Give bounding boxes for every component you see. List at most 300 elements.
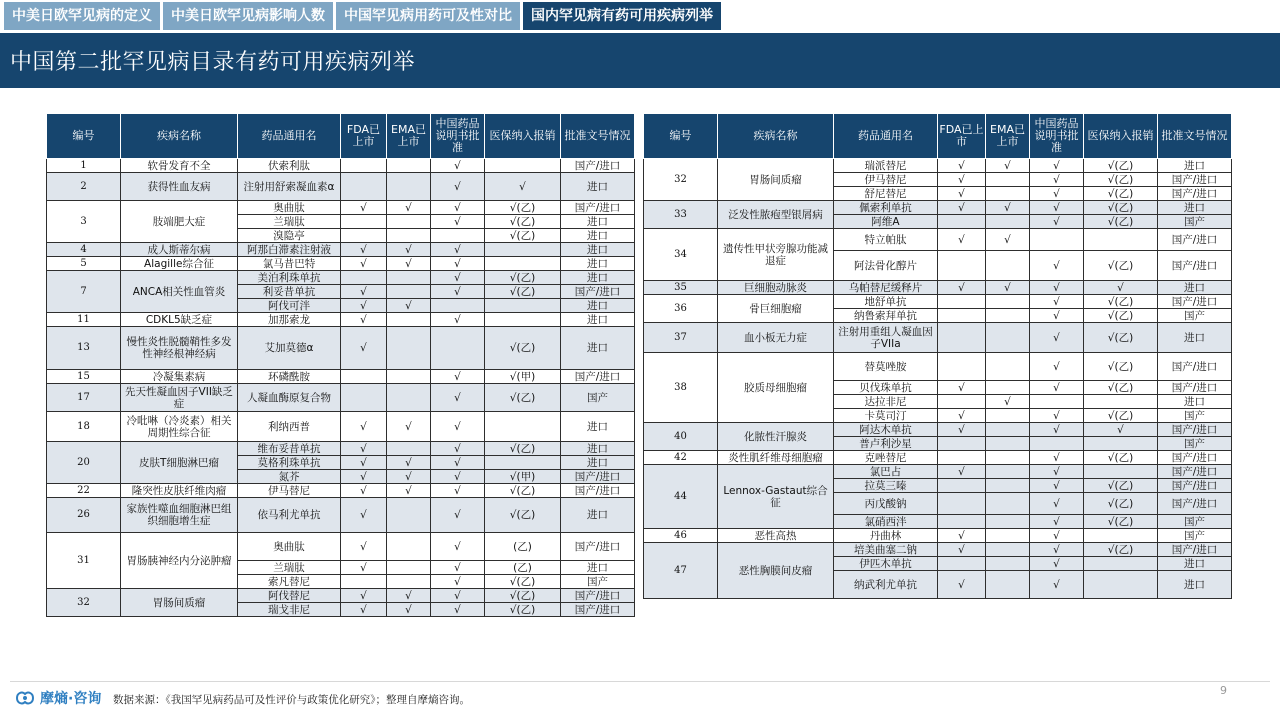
cell-ema: √ bbox=[986, 159, 1030, 173]
cell-fda bbox=[341, 215, 387, 229]
cell-insurance: √(乙) bbox=[1084, 493, 1158, 515]
cell-fda bbox=[341, 229, 387, 243]
cell-drug: 瑞戈非尼 bbox=[238, 603, 341, 617]
cell-approval: 国产 bbox=[1158, 529, 1232, 543]
cell-ema: √ bbox=[387, 299, 431, 313]
cell-fda bbox=[938, 493, 986, 515]
cell-drug: 人凝血酶原复合物 bbox=[238, 384, 341, 412]
cell-ema bbox=[387, 498, 431, 533]
cell-disease: Alagille综合征 bbox=[121, 257, 238, 271]
cell-ema bbox=[986, 309, 1030, 323]
header-fda: FDA已上市 bbox=[341, 114, 387, 159]
disease-table-right bbox=[643, 113, 1232, 599]
cell-drug: 佩索利单抗 bbox=[834, 201, 938, 215]
cell-ema bbox=[986, 437, 1030, 451]
cell-drug: 特立帕肽 bbox=[834, 229, 938, 251]
table-row bbox=[644, 295, 1232, 309]
cell-no: 40 bbox=[644, 423, 718, 451]
cell-china-label: √ bbox=[431, 370, 485, 384]
cell-approval: 国产 bbox=[1158, 215, 1232, 229]
header-ema: EMA已上市 bbox=[387, 114, 431, 159]
cell-drug: 索凡替尼 bbox=[238, 575, 341, 589]
cell-drug: 莫格利珠单抗 bbox=[238, 456, 341, 470]
table-row bbox=[47, 327, 635, 370]
cell-china-label: √ bbox=[431, 603, 485, 617]
cell-ema bbox=[986, 409, 1030, 423]
cell-fda: √ bbox=[938, 187, 986, 201]
cell-insurance: (乙) bbox=[485, 561, 561, 575]
cell-china-label: √ bbox=[1030, 557, 1084, 571]
cell-fda: √ bbox=[938, 423, 986, 437]
cell-no: 42 bbox=[644, 451, 718, 465]
cell-approval: 进口 bbox=[561, 313, 635, 327]
cell-no: 4 bbox=[47, 243, 121, 257]
table-row bbox=[644, 451, 1232, 465]
cell-fda bbox=[341, 370, 387, 384]
cell-no: 15 bbox=[47, 370, 121, 384]
cell-insurance: √(乙) bbox=[485, 484, 561, 498]
cell-insurance bbox=[485, 243, 561, 257]
cell-approval: 进口 bbox=[561, 498, 635, 533]
cell-fda: √ bbox=[938, 381, 986, 395]
cell-china-label: √ bbox=[1030, 423, 1084, 437]
cell-drug: 克唑替尼 bbox=[834, 451, 938, 465]
cell-no: 34 bbox=[644, 229, 718, 281]
cell-drug: 伏索利肽 bbox=[238, 159, 341, 173]
cell-insurance bbox=[485, 412, 561, 442]
cell-approval: 进口 bbox=[1158, 159, 1232, 173]
header-china-label: 中国药品说明书批准 bbox=[431, 114, 485, 159]
left-header-row bbox=[47, 114, 635, 159]
cell-insurance: √(甲) bbox=[485, 470, 561, 484]
cell-drug: 拉莫三嗪 bbox=[834, 479, 938, 493]
cell-ema bbox=[986, 381, 1030, 395]
cell-ema bbox=[986, 451, 1030, 465]
cell-drug: 阿维A bbox=[834, 215, 938, 229]
cell-ema bbox=[387, 327, 431, 370]
cell-approval: 国产/进口 bbox=[1158, 479, 1232, 493]
cell-fda: √ bbox=[341, 299, 387, 313]
cell-drug: 美泊利珠单抗 bbox=[238, 271, 341, 285]
cell-insurance: √(甲) bbox=[485, 370, 561, 384]
section-tabs bbox=[4, 2, 721, 30]
cell-disease: 遗传性甲状旁腺功能减退症 bbox=[718, 229, 834, 281]
cell-fda bbox=[938, 323, 986, 353]
cell-insurance: √(乙) bbox=[485, 201, 561, 215]
cell-china-label: √ bbox=[431, 313, 485, 327]
cell-disease: 肢端肥大症 bbox=[121, 201, 238, 243]
cell-insurance: √(乙) bbox=[485, 327, 561, 370]
cell-ema bbox=[387, 370, 431, 384]
cell-ema bbox=[986, 529, 1030, 543]
cell-drug: 溴隐亭 bbox=[238, 229, 341, 243]
cell-ema bbox=[986, 479, 1030, 493]
cell-drug: 环磷酰胺 bbox=[238, 370, 341, 384]
cell-drug: 丹曲林 bbox=[834, 529, 938, 543]
cell-no: 44 bbox=[644, 465, 718, 529]
cell-ema bbox=[986, 173, 1030, 187]
cell-china-label bbox=[431, 299, 485, 313]
cell-insurance bbox=[1084, 571, 1158, 599]
cell-no: 46 bbox=[644, 529, 718, 543]
cell-china-label: √ bbox=[1030, 571, 1084, 599]
cell-disease: 血小板无力症 bbox=[718, 323, 834, 353]
cell-approval: 进口 bbox=[1158, 201, 1232, 215]
cell-approval: 国产/进口 bbox=[1158, 465, 1232, 479]
cell-china-label: √ bbox=[431, 498, 485, 533]
cell-drug: 阿伐可泮 bbox=[238, 299, 341, 313]
cell-approval: 进口 bbox=[561, 456, 635, 470]
cell-china-label: √ bbox=[1030, 215, 1084, 229]
cell-approval: 国产/进口 bbox=[561, 603, 635, 617]
cell-fda: √ bbox=[938, 529, 986, 543]
cell-ema bbox=[387, 575, 431, 589]
header-drug: 药品通用名 bbox=[834, 114, 938, 159]
cell-china-label: √ bbox=[1030, 295, 1084, 309]
cell-ema bbox=[387, 271, 431, 285]
cell-ema: √ bbox=[387, 484, 431, 498]
cell-no: 3 bbox=[47, 201, 121, 243]
cell-drug: 阿伐替尼 bbox=[238, 589, 341, 603]
cell-insurance bbox=[1084, 465, 1158, 479]
cell-no: 11 bbox=[47, 313, 121, 327]
cell-disease: 巨细胞动脉炎 bbox=[718, 281, 834, 295]
cell-fda: √ bbox=[938, 281, 986, 295]
cell-drug: 地舒单抗 bbox=[834, 295, 938, 309]
cell-disease: CDKL5缺乏症 bbox=[121, 313, 238, 327]
cell-disease: 家族性噬血细胞淋巴组织细胞增生症 bbox=[121, 498, 238, 533]
cell-china-label bbox=[1030, 437, 1084, 451]
cell-approval: 进口 bbox=[561, 271, 635, 285]
cell-drug: 兰瑞肽 bbox=[238, 561, 341, 575]
cell-china-label: √ bbox=[1030, 251, 1084, 281]
cell-insurance: √(乙) bbox=[1084, 323, 1158, 353]
cell-china-label bbox=[431, 229, 485, 243]
cell-drug: 舒尼替尼 bbox=[834, 187, 938, 201]
page-number: 9 bbox=[1220, 684, 1227, 697]
cell-china-label: √ bbox=[1030, 381, 1084, 395]
cell-insurance: √(乙) bbox=[1084, 409, 1158, 423]
cell-drug: 乌帕替尼缓释片 bbox=[834, 281, 938, 295]
cell-disease: ANCA相关性血管炎 bbox=[121, 271, 238, 313]
cell-disease: 胃肠间质瘤 bbox=[718, 159, 834, 201]
cell-fda: √ bbox=[341, 412, 387, 442]
cell-china-label: √ bbox=[431, 575, 485, 589]
cell-disease: 皮肤T细胞淋巴瘤 bbox=[121, 442, 238, 484]
cell-china-label: √ bbox=[1030, 465, 1084, 479]
cell-china-label: √ bbox=[1030, 353, 1084, 381]
title-band bbox=[0, 33, 1280, 88]
cell-ema bbox=[387, 442, 431, 456]
table-row bbox=[644, 281, 1232, 295]
right-table-wrapper bbox=[643, 113, 1231, 599]
cell-fda bbox=[938, 395, 986, 409]
cell-china-label: √ bbox=[1030, 515, 1084, 529]
cell-drug: 纳鲁索拜单抗 bbox=[834, 309, 938, 323]
cell-insurance: √(乙) bbox=[1084, 451, 1158, 465]
cell-insurance: √ bbox=[1084, 281, 1158, 295]
header-no: 编号 bbox=[47, 114, 121, 159]
cell-drug: 普卢利沙星 bbox=[834, 437, 938, 451]
cell-fda bbox=[938, 309, 986, 323]
cell-insurance: √(乙) bbox=[1084, 479, 1158, 493]
cell-fda: √ bbox=[341, 589, 387, 603]
cell-insurance: √(乙) bbox=[485, 589, 561, 603]
cell-fda: √ bbox=[938, 173, 986, 187]
cell-fda bbox=[938, 215, 986, 229]
cell-approval: 国产 bbox=[1158, 309, 1232, 323]
cell-china-label: √ bbox=[1030, 201, 1084, 215]
brand-logo-text: 摩熵·咨询 bbox=[40, 691, 102, 707]
cell-china-label: √ bbox=[431, 159, 485, 173]
cell-drug: 氮芥 bbox=[238, 470, 341, 484]
table-row bbox=[644, 159, 1232, 173]
cell-no: 37 bbox=[644, 323, 718, 353]
cell-fda: √ bbox=[341, 498, 387, 533]
cell-insurance: √(乙) bbox=[485, 285, 561, 299]
cell-china-label: √ bbox=[1030, 451, 1084, 465]
brand-logo-icon bbox=[14, 689, 36, 707]
cell-disease: 恶性高热 bbox=[718, 529, 834, 543]
cell-approval: 国产/进口 bbox=[1158, 381, 1232, 395]
cell-drug: 兰瑞肽 bbox=[238, 215, 341, 229]
table-row bbox=[47, 533, 635, 561]
cell-ema bbox=[387, 384, 431, 412]
header-approval: 批准文号情况 bbox=[1158, 114, 1232, 159]
cell-china-label bbox=[1030, 229, 1084, 251]
table-row bbox=[47, 384, 635, 412]
left-table-body bbox=[47, 159, 635, 617]
cell-drug: 氯巴占 bbox=[834, 465, 938, 479]
cell-approval: 国产/进口 bbox=[1158, 173, 1232, 187]
cell-no: 13 bbox=[47, 327, 121, 370]
cell-insurance bbox=[1084, 229, 1158, 251]
cell-china-label bbox=[1030, 395, 1084, 409]
cell-china-label: √ bbox=[431, 456, 485, 470]
cell-ema bbox=[986, 465, 1030, 479]
cell-disease: 软骨发育不全 bbox=[121, 159, 238, 173]
cell-no: 18 bbox=[47, 412, 121, 442]
cell-no: 33 bbox=[644, 201, 718, 229]
table-row bbox=[47, 498, 635, 533]
cell-insurance: √(乙) bbox=[485, 215, 561, 229]
cell-china-label: √ bbox=[1030, 543, 1084, 557]
cell-china-label bbox=[431, 327, 485, 370]
cell-disease: 隆突性皮肤纤维肉瘤 bbox=[121, 484, 238, 498]
cell-no: 5 bbox=[47, 257, 121, 271]
cell-drug: 奥曲肽 bbox=[238, 533, 341, 561]
cell-insurance: √(乙) bbox=[1084, 309, 1158, 323]
cell-insurance: √(乙) bbox=[1084, 381, 1158, 395]
cell-fda bbox=[341, 271, 387, 285]
cell-china-label: √ bbox=[431, 533, 485, 561]
cell-fda: √ bbox=[341, 484, 387, 498]
cell-fda: √ bbox=[938, 543, 986, 557]
right-header-row bbox=[644, 114, 1232, 159]
cell-fda bbox=[938, 437, 986, 451]
cell-approval: 进口 bbox=[561, 229, 635, 243]
cell-approval: 进口 bbox=[561, 299, 635, 313]
cell-approval: 国产/进口 bbox=[1158, 493, 1232, 515]
header-insurance: 医保纳入报销 bbox=[1084, 114, 1158, 159]
cell-approval: 进口 bbox=[1158, 281, 1232, 295]
cell-disease: 冷凝集素病 bbox=[121, 370, 238, 384]
cell-approval: 国产/进口 bbox=[1158, 353, 1232, 381]
header-insurance: 医保纳入报销 bbox=[485, 114, 561, 159]
cell-ema bbox=[387, 313, 431, 327]
table-row bbox=[47, 370, 635, 384]
cell-insurance: √(乙) bbox=[1084, 159, 1158, 173]
table-row bbox=[47, 271, 635, 285]
cell-disease: 恶性胸膜间皮瘤 bbox=[718, 543, 834, 599]
tab-definition[interactable]: 中美日欧罕见病的定义 bbox=[4, 2, 160, 30]
disease-table-left bbox=[46, 113, 635, 617]
cell-ema bbox=[986, 215, 1030, 229]
cell-insurance: √(乙) bbox=[1084, 173, 1158, 187]
cell-china-label: √ bbox=[431, 412, 485, 442]
cell-fda: √ bbox=[341, 533, 387, 561]
cell-ema bbox=[986, 557, 1030, 571]
cell-drug: 注射用重组人凝血因子VIIa bbox=[834, 323, 938, 353]
cell-fda bbox=[938, 557, 986, 571]
cell-fda: √ bbox=[938, 409, 986, 423]
cell-approval: 国产 bbox=[561, 575, 635, 589]
cell-approval: 进口 bbox=[1158, 395, 1232, 409]
cell-china-label: √ bbox=[431, 561, 485, 575]
table-row bbox=[644, 423, 1232, 437]
cell-ema: √ bbox=[387, 412, 431, 442]
cell-drug: 达拉非尼 bbox=[834, 395, 938, 409]
cell-no: 32 bbox=[47, 589, 121, 617]
cell-drug: 伊马替尼 bbox=[238, 484, 341, 498]
cell-ema bbox=[986, 295, 1030, 309]
cell-ema: √ bbox=[986, 201, 1030, 215]
cell-insurance: √(乙) bbox=[1084, 295, 1158, 309]
cell-ema bbox=[986, 543, 1030, 557]
tab-domestic-diseases[interactable]: 国内罕见病有药可用疾病列举 bbox=[523, 2, 721, 30]
right-table-body bbox=[644, 159, 1232, 599]
cell-insurance: √(乙) bbox=[485, 603, 561, 617]
cell-ema: √ bbox=[387, 470, 431, 484]
cell-drug: 伊匹木单抗 bbox=[834, 557, 938, 571]
cell-ema bbox=[986, 493, 1030, 515]
cell-drug: 氯硝西泮 bbox=[834, 515, 938, 529]
cell-approval: 进口 bbox=[561, 412, 635, 442]
header-china-label: 中国药品说明书批准 bbox=[1030, 114, 1084, 159]
table-row bbox=[47, 257, 635, 271]
table-row bbox=[644, 229, 1232, 251]
cell-ema: √ bbox=[986, 281, 1030, 295]
cell-disease: 泛发性脓疱型银屑病 bbox=[718, 201, 834, 229]
cell-fda: √ bbox=[341, 442, 387, 456]
cell-fda: √ bbox=[341, 257, 387, 271]
cell-fda: √ bbox=[938, 229, 986, 251]
cell-fda: √ bbox=[938, 201, 986, 215]
cell-fda: √ bbox=[938, 571, 986, 599]
header-disease: 疾病名称 bbox=[121, 114, 238, 159]
cell-insurance: √(乙) bbox=[485, 384, 561, 412]
cell-approval: 进口 bbox=[561, 243, 635, 257]
cell-fda bbox=[938, 251, 986, 281]
cell-approval: 国产/进口 bbox=[1158, 251, 1232, 281]
cell-no: 26 bbox=[47, 498, 121, 533]
cell-approval: 进口 bbox=[561, 561, 635, 575]
cell-fda bbox=[938, 353, 986, 381]
cell-approval: 国产/进口 bbox=[1158, 187, 1232, 201]
cell-ema bbox=[387, 215, 431, 229]
cell-drug: 纳武利尤单抗 bbox=[834, 571, 938, 599]
cell-ema bbox=[387, 285, 431, 299]
cell-ema: √ bbox=[387, 589, 431, 603]
header-disease: 疾病名称 bbox=[718, 114, 834, 159]
cell-insurance: √(乙) bbox=[1084, 251, 1158, 281]
cell-disease: 先天性凝血因子VII缺乏症 bbox=[121, 384, 238, 412]
cell-ema bbox=[986, 323, 1030, 353]
cell-insurance: √(乙) bbox=[485, 498, 561, 533]
cell-no: 2 bbox=[47, 173, 121, 201]
cell-ema bbox=[387, 159, 431, 173]
cell-approval: 进口 bbox=[561, 327, 635, 370]
table-row bbox=[644, 323, 1232, 353]
cell-insurance bbox=[485, 456, 561, 470]
cell-approval: 进口 bbox=[561, 173, 635, 201]
cell-approval: 国产/进口 bbox=[1158, 295, 1232, 309]
header-drug: 药品通用名 bbox=[238, 114, 341, 159]
cell-china-label: √ bbox=[431, 442, 485, 456]
cell-insurance: √ bbox=[485, 173, 561, 201]
cell-fda: √ bbox=[341, 201, 387, 215]
cell-ema bbox=[986, 187, 1030, 201]
cell-insurance: √(乙) bbox=[485, 575, 561, 589]
cell-disease: 成人斯蒂尔病 bbox=[121, 243, 238, 257]
tab-affected-population[interactable]: 中美日欧罕见病影响人数 bbox=[163, 2, 333, 30]
cell-china-label: √ bbox=[431, 384, 485, 412]
cell-drug: 阿法骨化醇片 bbox=[834, 251, 938, 281]
cell-disease: 冷吡啉（冷炎素）相关周期性综合征 bbox=[121, 412, 238, 442]
cell-fda bbox=[938, 515, 986, 529]
cell-disease: Lennox-Gastaut综合征 bbox=[718, 465, 834, 529]
cell-no: 38 bbox=[644, 353, 718, 423]
cell-no: 32 bbox=[644, 159, 718, 201]
cell-fda: √ bbox=[341, 313, 387, 327]
cell-insurance bbox=[485, 313, 561, 327]
cell-fda bbox=[938, 451, 986, 465]
cell-approval: 国产/进口 bbox=[561, 589, 635, 603]
header-no: 编号 bbox=[644, 114, 718, 159]
cell-approval: 国产 bbox=[1158, 437, 1232, 451]
brand-logo bbox=[14, 688, 101, 708]
cell-disease: 化脓性汗腺炎 bbox=[718, 423, 834, 451]
cell-drug: 阿达木单抗 bbox=[834, 423, 938, 437]
table-row bbox=[47, 412, 635, 442]
cell-china-label: √ bbox=[1030, 409, 1084, 423]
cell-drug: 利纳西普 bbox=[238, 412, 341, 442]
cell-approval: 国产/进口 bbox=[561, 159, 635, 173]
cell-disease: 胃肠间质瘤 bbox=[121, 589, 238, 617]
cell-insurance bbox=[1084, 557, 1158, 571]
table-row bbox=[644, 201, 1232, 215]
cell-no: 22 bbox=[47, 484, 121, 498]
cell-drug: 奥曲肽 bbox=[238, 201, 341, 215]
cell-china-label: √ bbox=[1030, 159, 1084, 173]
cell-china-label: √ bbox=[1030, 173, 1084, 187]
tab-drug-accessibility[interactable]: 中国罕见病用药可及性对比 bbox=[336, 2, 520, 30]
page-title: 中国第二批罕见病目录有药可用疾病列举 bbox=[10, 50, 416, 75]
cell-no: 47 bbox=[644, 543, 718, 599]
cell-drug: 贝伐珠单抗 bbox=[834, 381, 938, 395]
cell-disease: 炎性肌纤维母细胞瘤 bbox=[718, 451, 834, 465]
cell-no: 1 bbox=[47, 159, 121, 173]
